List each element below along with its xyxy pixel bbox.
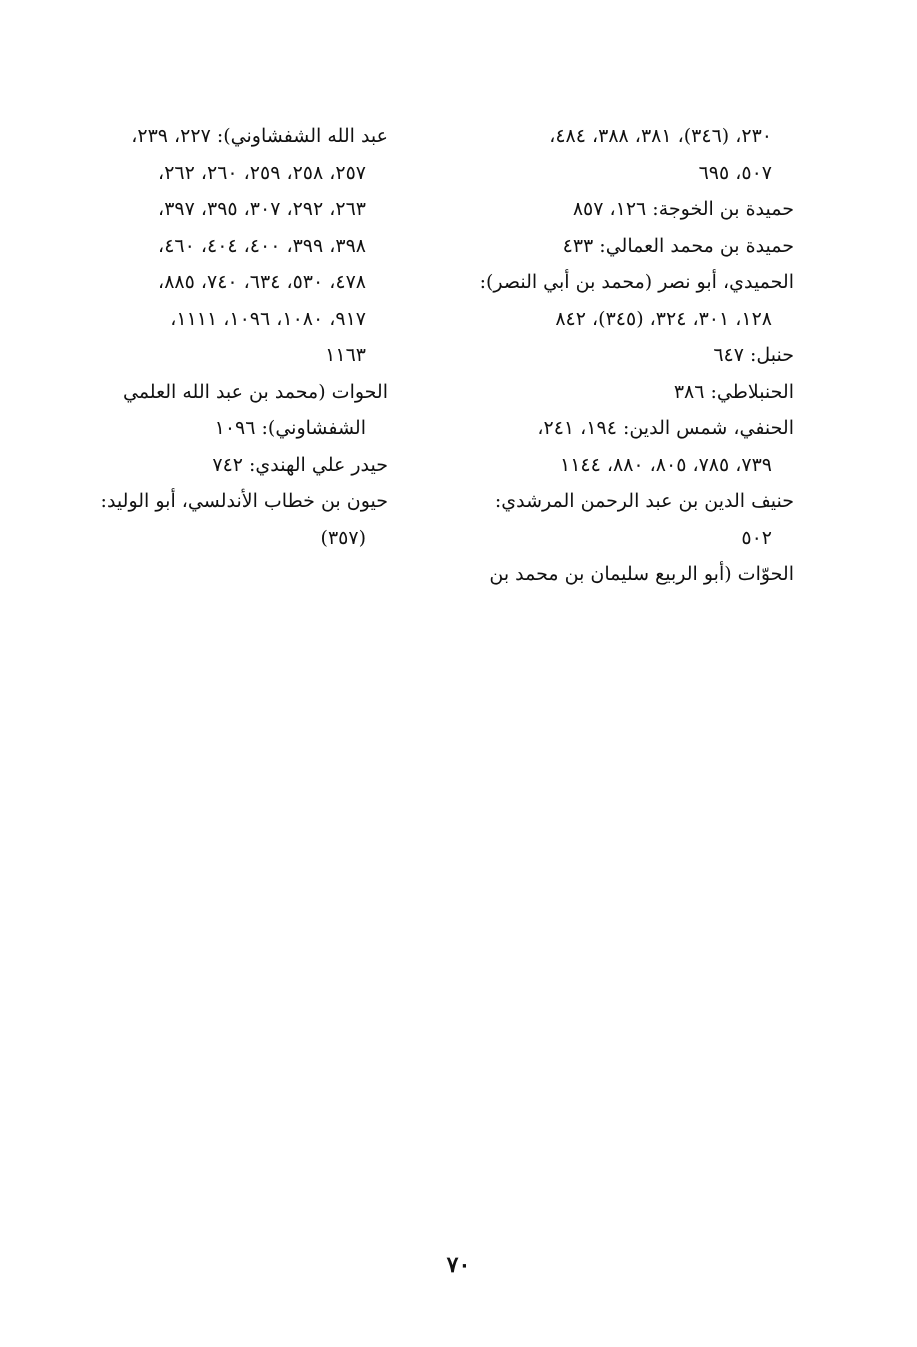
index-line: ٣٩٨، ٣٩٩، ٤٠٠، ٤٠٤، ٤٦٠، xyxy=(158,234,366,257)
index-line: حميدة بن محمد العمالي: ٤٣٣ xyxy=(562,234,794,257)
index-line: ٢٣٠، (٣٤٦)، ٣٨١، ٣٨٨، ٤٨٤، xyxy=(549,125,772,147)
index-line: ١٢٨، ٣٠١، ٣٢٤، (٣٤٥)، ٨٤٢ xyxy=(555,307,772,330)
index-line: الحوّات (أبو الربيع سليمان بن محمد بن xyxy=(489,563,794,585)
page-number: ٧٠ xyxy=(446,1252,471,1278)
index-line: (٣٥٧) xyxy=(320,526,366,549)
index-line: حيون بن خطاب الأندلسي، أبو الوليد: xyxy=(100,490,388,512)
index-line: الحميدي، أبو نصر (محمد بن أبي النصر): xyxy=(479,271,794,293)
index-column-right xyxy=(438,118,794,593)
index-line: ١١٦٣ xyxy=(325,344,366,366)
index-line: الحنفي، شمس الدين: ١٩٤، ٢٤١، xyxy=(537,417,794,439)
index-line: حيدر علي الهندي: ٧٤٢ xyxy=(212,453,388,476)
index-line: ٥٠٧، ٦٩٥ xyxy=(698,161,772,184)
index-line: الحنبلاطي: ٣٨٦ xyxy=(673,380,794,403)
index-line: ٥٠٢ xyxy=(741,526,772,549)
index-line: الحوات (محمد بن عبد الله العلمي xyxy=(122,380,388,403)
index-line: ٧٣٩، ٧٨٥، ٨٠٥، ٨٨٠، ١١٤٤ xyxy=(559,453,772,476)
index-line: عبد الله الشفشاوني): ٢٢٧، ٢٣٩، xyxy=(131,125,388,147)
index-line: ٤٧٨، ٥٣٠، ٦٣٤، ٧٤٠، ٨٨٥، xyxy=(158,271,366,293)
index-line: ٢٦٣، ٢٩٢، ٣٠٧، ٣٩٥، ٣٩٧، xyxy=(158,198,366,220)
index-line: حميدة بن الخوجة: ١٢٦، ٨٥٧ xyxy=(572,198,794,220)
index-line: ٢٥٧، ٢٥٨، ٢٥٩، ٢٦٠، ٢٦٢، xyxy=(158,161,366,184)
index-line: ٩١٧، ١٠٨٠، ١٠٩٦، ١١١١، xyxy=(170,307,366,330)
index-line: حنبل: ٦٤٧ xyxy=(713,344,794,366)
index-line: حنيف الدين بن عبد الرحمن المرشدي: xyxy=(494,490,794,512)
index-line: الشفشاوني): ١٠٩٦ xyxy=(214,417,366,439)
index-column-left xyxy=(62,118,388,556)
